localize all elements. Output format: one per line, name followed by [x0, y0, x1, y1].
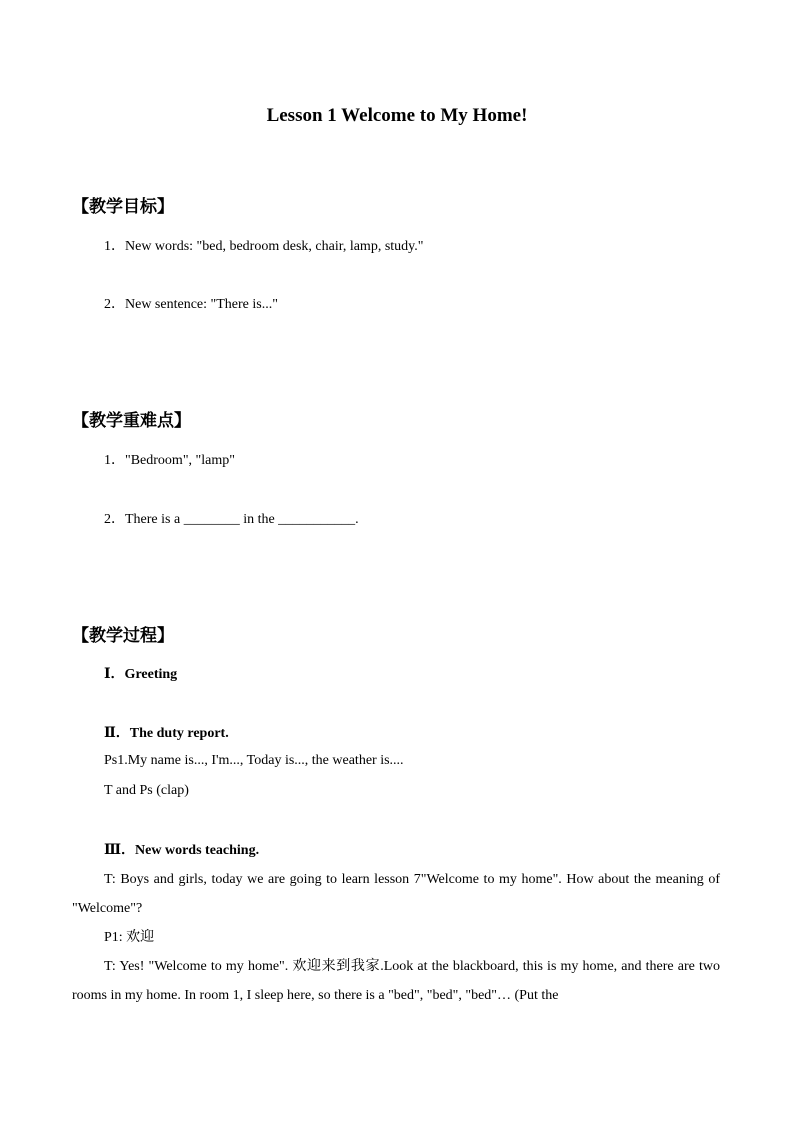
step-2-line-1: Ps1.My name is..., I'm..., Today is..., the weather is.... — [104, 753, 404, 768]
step-2-line-2: T and Ps (clap) — [104, 783, 189, 798]
step-3-paragraph-2 — [72, 952, 720, 1010]
step-3-paragraph-1 — [72, 865, 720, 923]
objective-item-1: 1．New words: "bed, bedroom desk, chair, lamp, study." — [104, 239, 424, 254]
step-3-paragraph-2-text: T: Yes! "Welcome to my home". 欢迎来到我家.Look at the blackboard, this is my home, and there are two rooms in my home. In room 1, I sleep here, so there is a "bed", "bed", "bed"… (Put the — [72, 959, 720, 1003]
step-3-p1-reply: P1: 欢迎 — [104, 930, 155, 945]
key-point-item-2: 2．There is a ________ in the ___________. — [104, 512, 359, 527]
document-title: Lesson 1 Welcome to My Home! — [266, 105, 528, 126]
section-heading-objectives: 【教学目标】 — [72, 197, 174, 217]
section-heading-key-points: 【教学重难点】 — [72, 411, 191, 431]
key-point-item-1: 1．"Bedroom", "lamp" — [104, 453, 235, 468]
step-3-title: Ⅲ．New words teaching. — [104, 843, 260, 858]
step-1-title: Ⅰ．Greeting — [104, 667, 178, 682]
step-3-paragraph-1-text: T: Boys and girls, today we are going to learn lesson 7"Welcome to my home". How about the meaning of "Welcome"? — [72, 872, 720, 916]
section-heading-process: 【教学过程】 — [72, 626, 174, 646]
step-2-title: Ⅱ．The duty report. — [104, 726, 229, 741]
objective-item-2: 2．New sentence: "There is..." — [104, 297, 278, 312]
